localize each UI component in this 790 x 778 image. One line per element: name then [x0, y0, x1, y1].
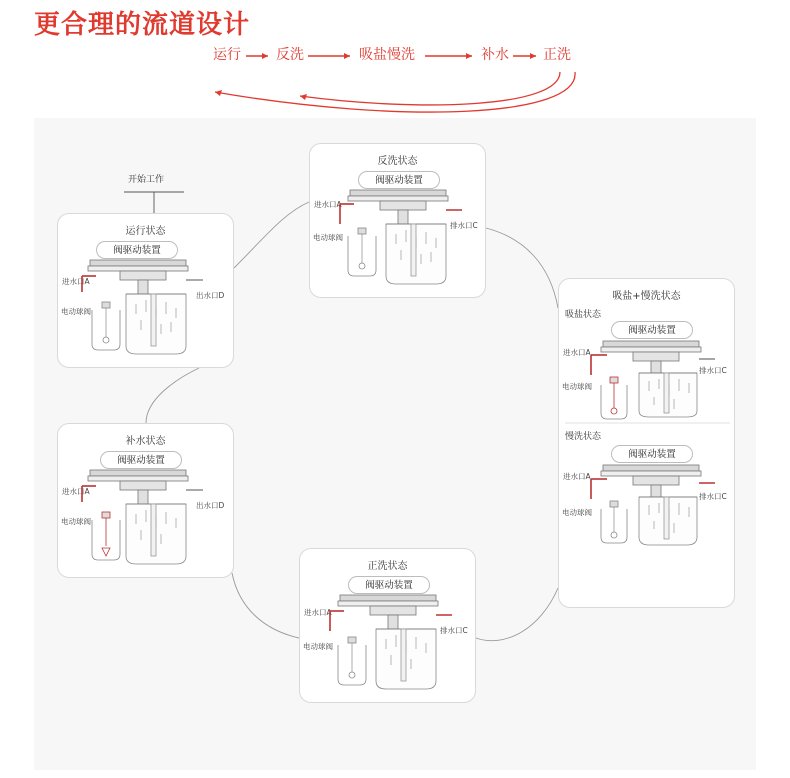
card-rinse-valve-actuator: 阀驱动装置	[348, 576, 430, 594]
diagram-panel	[34, 118, 756, 770]
card-rinse-inlet-label: 进水口A	[304, 608, 332, 617]
card-refill-state[interactable]	[57, 423, 234, 578]
card-refill-valve-actuator: 阀驱动装置	[100, 451, 182, 469]
card-brine-inlet-label-bottom: 进水口A	[563, 472, 591, 481]
card-brine-outlet-label-bottom: 排水口C	[699, 492, 727, 501]
card-backwash-inlet-label: 进水口A	[314, 200, 342, 209]
card-brine-slowrinse-state[interactable]	[558, 278, 735, 608]
flow-step-3: 补水	[481, 47, 509, 63]
card-brine-outlet-label-top: 排水口C	[699, 366, 727, 375]
flow-step-0: 运行	[213, 47, 241, 63]
card-refill-inlet-label: 进水口A	[62, 487, 90, 496]
page-title: 更合理的流道设计	[34, 10, 251, 40]
card-refill-title: 补水状态	[125, 436, 166, 447]
card-brine-title: 吸盐+慢洗状态	[612, 291, 681, 302]
card-run-inlet-label: 进水口A	[62, 277, 90, 286]
card-brine-ball-valve-label-top: 电动球阀	[562, 382, 592, 391]
card-refill-ball-valve-label: 电动球阀	[61, 517, 91, 526]
card-brine-subtitle-0: 吸盐状态	[565, 310, 602, 320]
card-rinse-outlet-label: 排水口C	[440, 626, 468, 635]
flow-step-2: 吸盐慢洗	[359, 47, 415, 63]
card-backwash-title: 反洗状态	[377, 156, 418, 167]
flow-loopback-arcs	[0, 66, 790, 126]
card-run-ball-valve-label: 电动球阀	[61, 307, 91, 316]
flow-step-4: 正洗	[543, 47, 571, 63]
card-run-state[interactable]	[57, 213, 234, 368]
card-rinse-ball-valve-label: 电动球阀	[303, 642, 333, 651]
card-backwash-outlet-label: 排水口C	[450, 221, 478, 230]
card-backwash-valve-actuator: 阀驱动装置	[358, 171, 440, 189]
flow-step-1: 反洗	[276, 47, 304, 63]
card-brine-valve-actuator-top: 阀驱动装置	[611, 321, 693, 339]
card-run-title: 运行状态	[125, 226, 166, 237]
start-working-label: 开始工作	[128, 175, 165, 185]
card-brine-subtitle-1: 慢洗状态	[565, 432, 602, 442]
card-run-outlet-label: 出水口D	[196, 291, 225, 300]
card-run-valve-actuator: 阀驱动装置	[96, 241, 178, 259]
card-rinse-state[interactable]	[299, 548, 476, 703]
card-brine-inlet-label-top: 进水口A	[563, 348, 591, 357]
card-backwash-state[interactable]	[309, 143, 486, 298]
card-brine-ball-valve-label-bottom: 电动球阀	[562, 508, 592, 517]
card-backwash-ball-valve-label: 电动球阀	[313, 233, 343, 242]
card-rinse-title: 正洗状态	[367, 561, 408, 572]
card-refill-outlet-label: 出水口D	[196, 501, 225, 510]
card-brine-valve-actuator-bottom: 阀驱动装置	[611, 445, 693, 463]
